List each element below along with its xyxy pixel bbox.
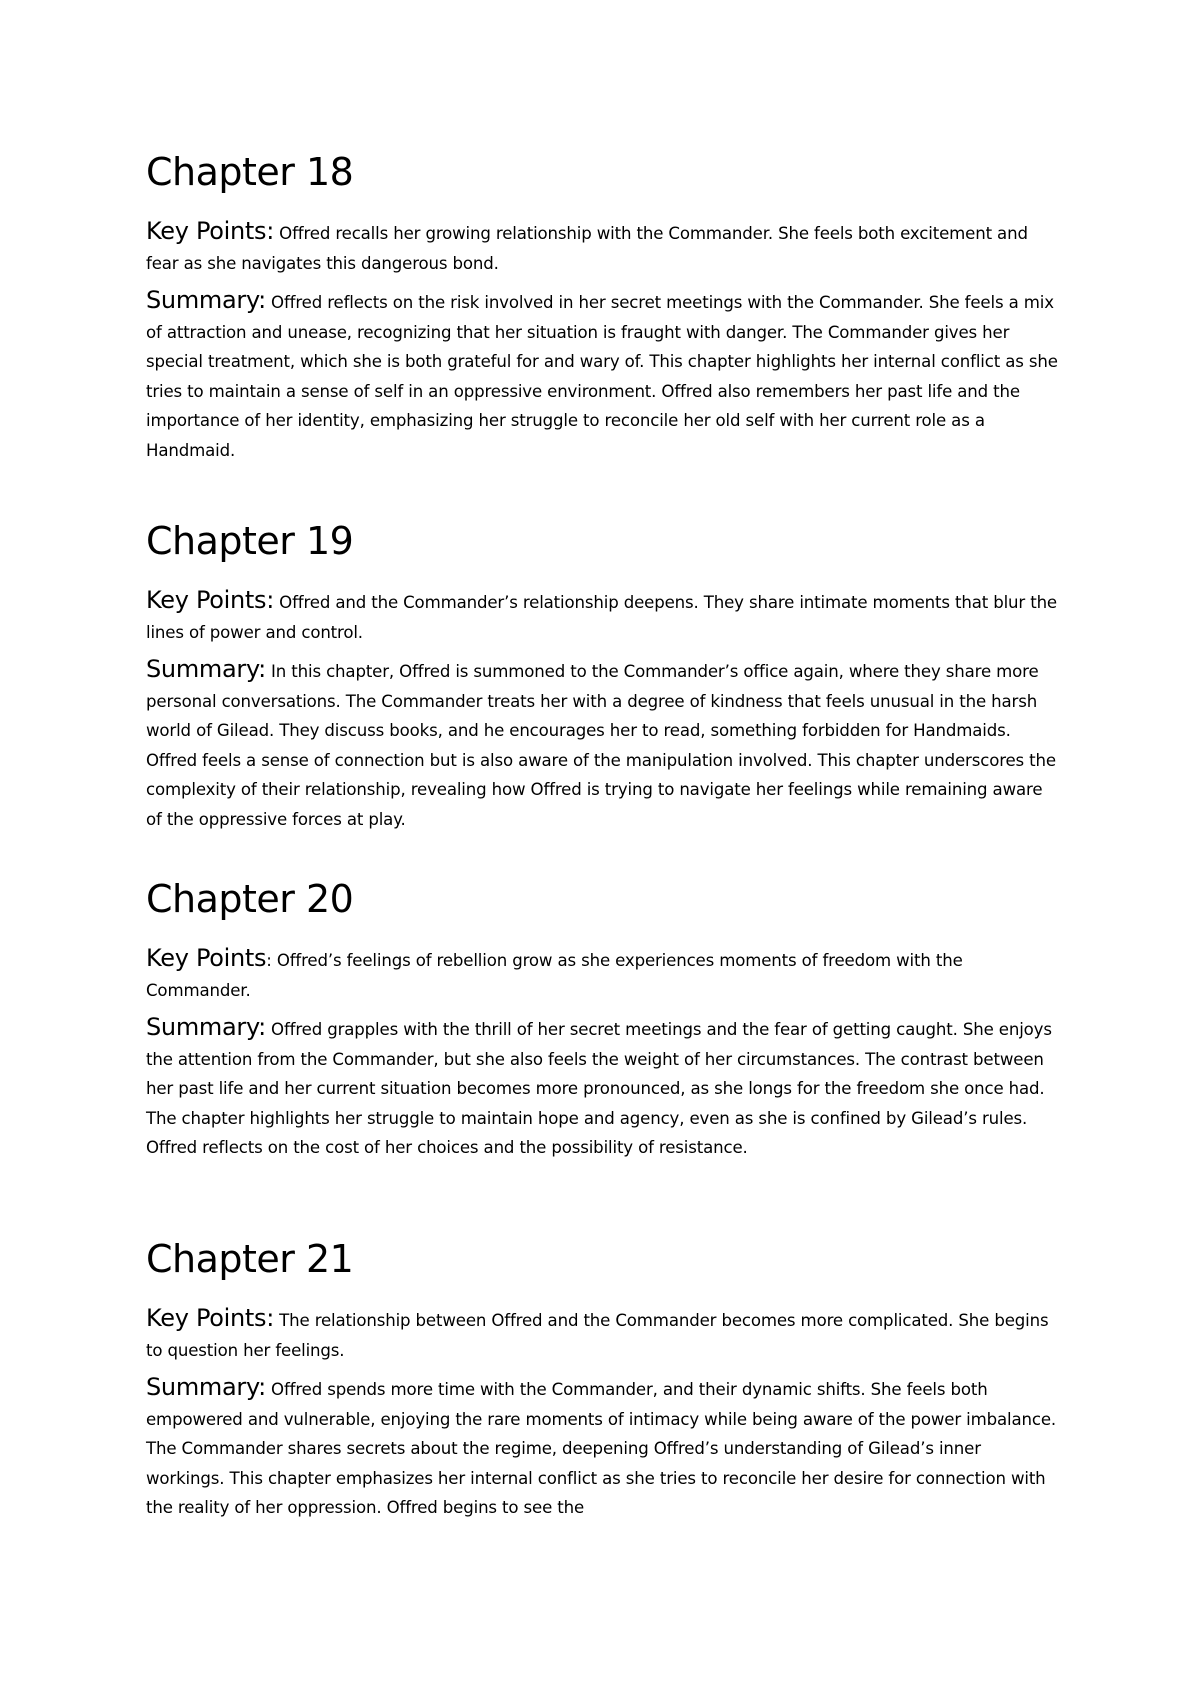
- key-points-text: Offred and the Commander’s relationship deepens. They share intimate moments that blur the lines of power and control.: [146, 593, 1057, 642]
- summary-paragraph: [146, 1013, 1061, 1163]
- summary-text: In this chapter, Offred is summoned to the Commander’s office again, where they share more personal conversations. The Commander treats her with a degree of kindness that feels unusual in the harsh world of Gilead. They discuss books, and he encourages her to read, something forbidden for Handmaids. Offred feels a sense of connection but is also aware of the manipulation involved. This chapter underscores the complexity of their relationship, revealing how Offred is trying to navigate her feelings while remaining aware of the oppressive forces at play.: [146, 662, 1056, 829]
- summary-label: Summary:: [146, 1013, 266, 1041]
- summary-paragraph: [146, 655, 1061, 834]
- chapter-section: [146, 1237, 1061, 1531]
- key-points-label: Key Points: [146, 944, 267, 972]
- summary-paragraph: [146, 1373, 1061, 1523]
- chapter-heading: Chapter 21: [146, 1237, 354, 1281]
- summary-text: Offred reflects on the risk involved in her secret meetings with the Commander. She feels a mix of attraction and unease, recognizing that her situation is fraught with danger. The Commander gives her special treatment, which she is both grateful for and wary of. This chapter highlights her internal conflict as she tries to maintain a sense of self in an oppressive environment. Offred also remembers her past life and the importance of her identity, emphasizing her struggle to reconcile her old self with her current role as a Handmaid.: [146, 293, 1058, 460]
- chapter-heading: Chapter 19: [146, 519, 354, 563]
- key-points-label: Key Points:: [146, 217, 275, 245]
- key-points-paragraph: [146, 1304, 1061, 1365]
- chapter-heading: Chapter 20: [146, 877, 354, 921]
- key-points-text: Offred recalls her growing relationship with the Commander. She feels both excitement and fear as she navigates this dangerous bond.: [146, 224, 1028, 273]
- summary-label: Summary:: [146, 286, 266, 314]
- summary-paragraph: [146, 286, 1061, 465]
- summary-label: Summary:: [146, 655, 266, 683]
- summary-label: Summary:: [146, 1373, 266, 1401]
- key-points-text: : Offred’s feelings of rebellion grow as she experiences moments of freedom with the Commander.: [146, 951, 963, 1000]
- chapter-section: [146, 150, 1061, 473]
- chapter-section: [146, 877, 1061, 1171]
- key-points-paragraph: [146, 586, 1061, 647]
- key-points-paragraph: [146, 217, 1061, 278]
- key-points-label: Key Points:: [146, 1304, 275, 1332]
- chapter-heading: Chapter 18: [146, 150, 354, 194]
- summary-text: Offred grapples with the thrill of her secret meetings and the fear of getting caught. She enjoys the attention from the Commander, but she also feels the weight of her circumstances. The contrast between her past life and her current situation becomes more pronounced, as she longs for the freedom she once had. The chapter highlights her struggle to maintain hope and agency, even as she is confined by Gilead’s rules. Offred reflects on the cost of her choices and the possibility of resistance.: [146, 1020, 1052, 1157]
- key-points-paragraph: [146, 944, 1061, 1005]
- key-points-label: Key Points:: [146, 586, 275, 614]
- chapter-section: [146, 519, 1061, 842]
- summary-text: Offred spends more time with the Commander, and their dynamic shifts. She feels both empowered and vulnerable, enjoying the rare moments of intimacy while being aware of the power imbalance. The Commander shares secrets about the regime, deepening Offred’s understanding of Gilead’s inner workings. This chapter emphasizes her internal conflict as she tries to reconcile her desire for connection with the reality of her oppression. Offred begins to see the: [146, 1380, 1057, 1517]
- key-points-text: The relationship between Offred and the Commander becomes more complicated. She begins to question her feelings.: [146, 1311, 1049, 1360]
